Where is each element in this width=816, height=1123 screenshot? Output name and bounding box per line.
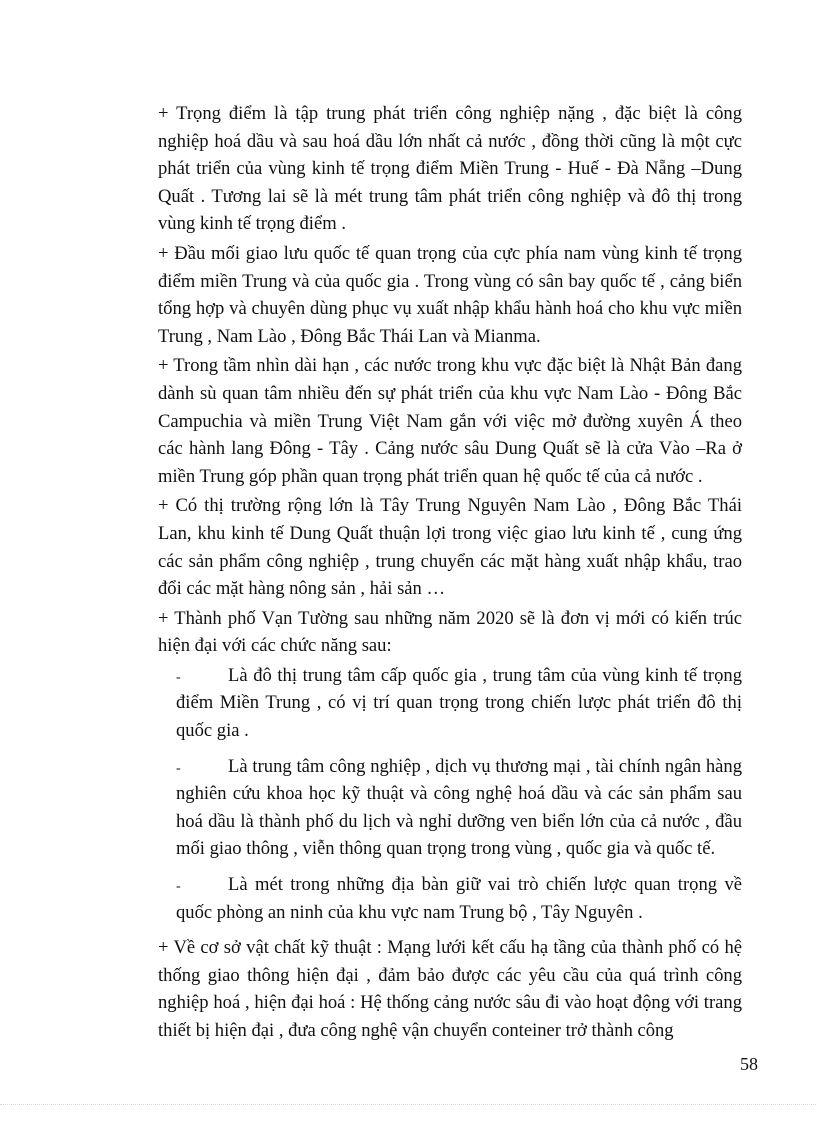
list-item [158,871,742,926]
bullet-marker: - [176,760,181,776]
paragraph-market: + Có thị trường rộng lớn là Tây Trung Nguyên Nam Lào , Đông Bắc Thái Lan, khu kinh tế Dung Quất thuận lợi trong việc giao lưu kinh tế , cung ứng các sản phẩm công nghiệp , trung chuyển các mặt hàng xuất nhập khẩu, trao đổi các mặt hàng nông sản , hải sản … [158,495,742,600]
paragraph-international-hub: + Đầu mối giao lưu quốc tế quan trọng của cực phía nam vùng kinh tế trọng điểm miền Trung và của quốc gia . Trong vùng có sân bay quốc tế , cảng biển tổng hợp và chuyên dùng phục vụ xuất nhập khẩu hành hoá cho khu vực miền Trung , Nam Lào , Đông Bắc Thái Lan và Mianma. [158,242,742,347]
page-bottom-divider [0,1104,816,1105]
paragraph-infrastructure: + Về cơ sở vật chất kỹ thuật : Mạng lưới kết cấu hạ tầng của thành phố có hệ thống giao thông hiện đại , đảm bảo được các yêu cầu của quá trình công nghiệp hoá , hiện đại hoá : Hệ thống cảng nước sâu đi vào hoạt động với trang thiết bị hiện đại , đưa công nghệ vận chuyển conteiner trở thành công [158,937,742,1041]
list-item [158,753,742,863]
list-item-text: Là mét trong những địa bàn giữ vai trò chiến lược quan trọng về quốc phòng an ninh của khu vực nam Trung bộ , Tây Nguyên . [176,874,742,923]
list-item-text: Là trung tâm công nghiệp , dịch vụ thương mại , tài chính ngân hàng nghiên cứu khoa học kỹ thuật và công nghệ hoá dầu và các sản phẩm sau hoá dầu là thành phố du lịch và nghỉ dưỡng ven biển lớn của cả nước , đầu mối giao thông , viễn thông quan trọng trong vùng , quốc gia và quốc tế. [176,755,742,860]
paragraph-industry-focus: + Trọng điểm là tập trung phát triển công nghiệp nặng , đặc biệt là công nghiệp hoá dầu và sau hoá dầu lớn nhất cả nước , đồng thời cũng là một cực phát triển của vùng kinh tế trọng điểm Miền Trung - Huế - Đà Nẵng –Dung Quất . Tương lai sẽ là mét trung tâm phát triển công nghiệp và đô thị trong vùng kinh tế trọng điểm . [158,103,742,235]
bullet-marker: - [176,669,181,685]
page-number: 58 [740,1054,758,1074]
paragraph-van-tuong-city: + Thành phố Vạn Tường sau những năm 2020 sẽ là đơn vị mới có kiến trúc hiện đại với các chức năng sau: [158,607,742,657]
functions-list [158,662,742,926]
bullet-marker: - [176,879,181,895]
paragraph-long-term-vision: + Trong tầm nhìn dài hạn , các nước trong khu vực đặc biệt là Nhật Bản đang dành sù quan tâm nhiều đến sự phát triển của khu vực Nam Lào - Đông Bắc Campuchia và miền Trung Việt Nam gắn với việc mở đường xuyên Á theo các hành lang Đông - Tây . Cảng nước sâu Dung Quất sẽ là cửa Vào –Ra ở miền Trung góp phần quan trọng phát triển quan hệ quốc tế của cả nước . [158,355,742,487]
page-content [158,100,742,1047]
list-item [158,662,742,745]
list-item-text: Là đô thị trung tâm cấp quốc gia , trung tâm của vùng kinh tế trọng điểm Miền Trung , có vị trí quan trọng trong chiến lược phát triển đô thị quốc gia . [176,664,742,742]
